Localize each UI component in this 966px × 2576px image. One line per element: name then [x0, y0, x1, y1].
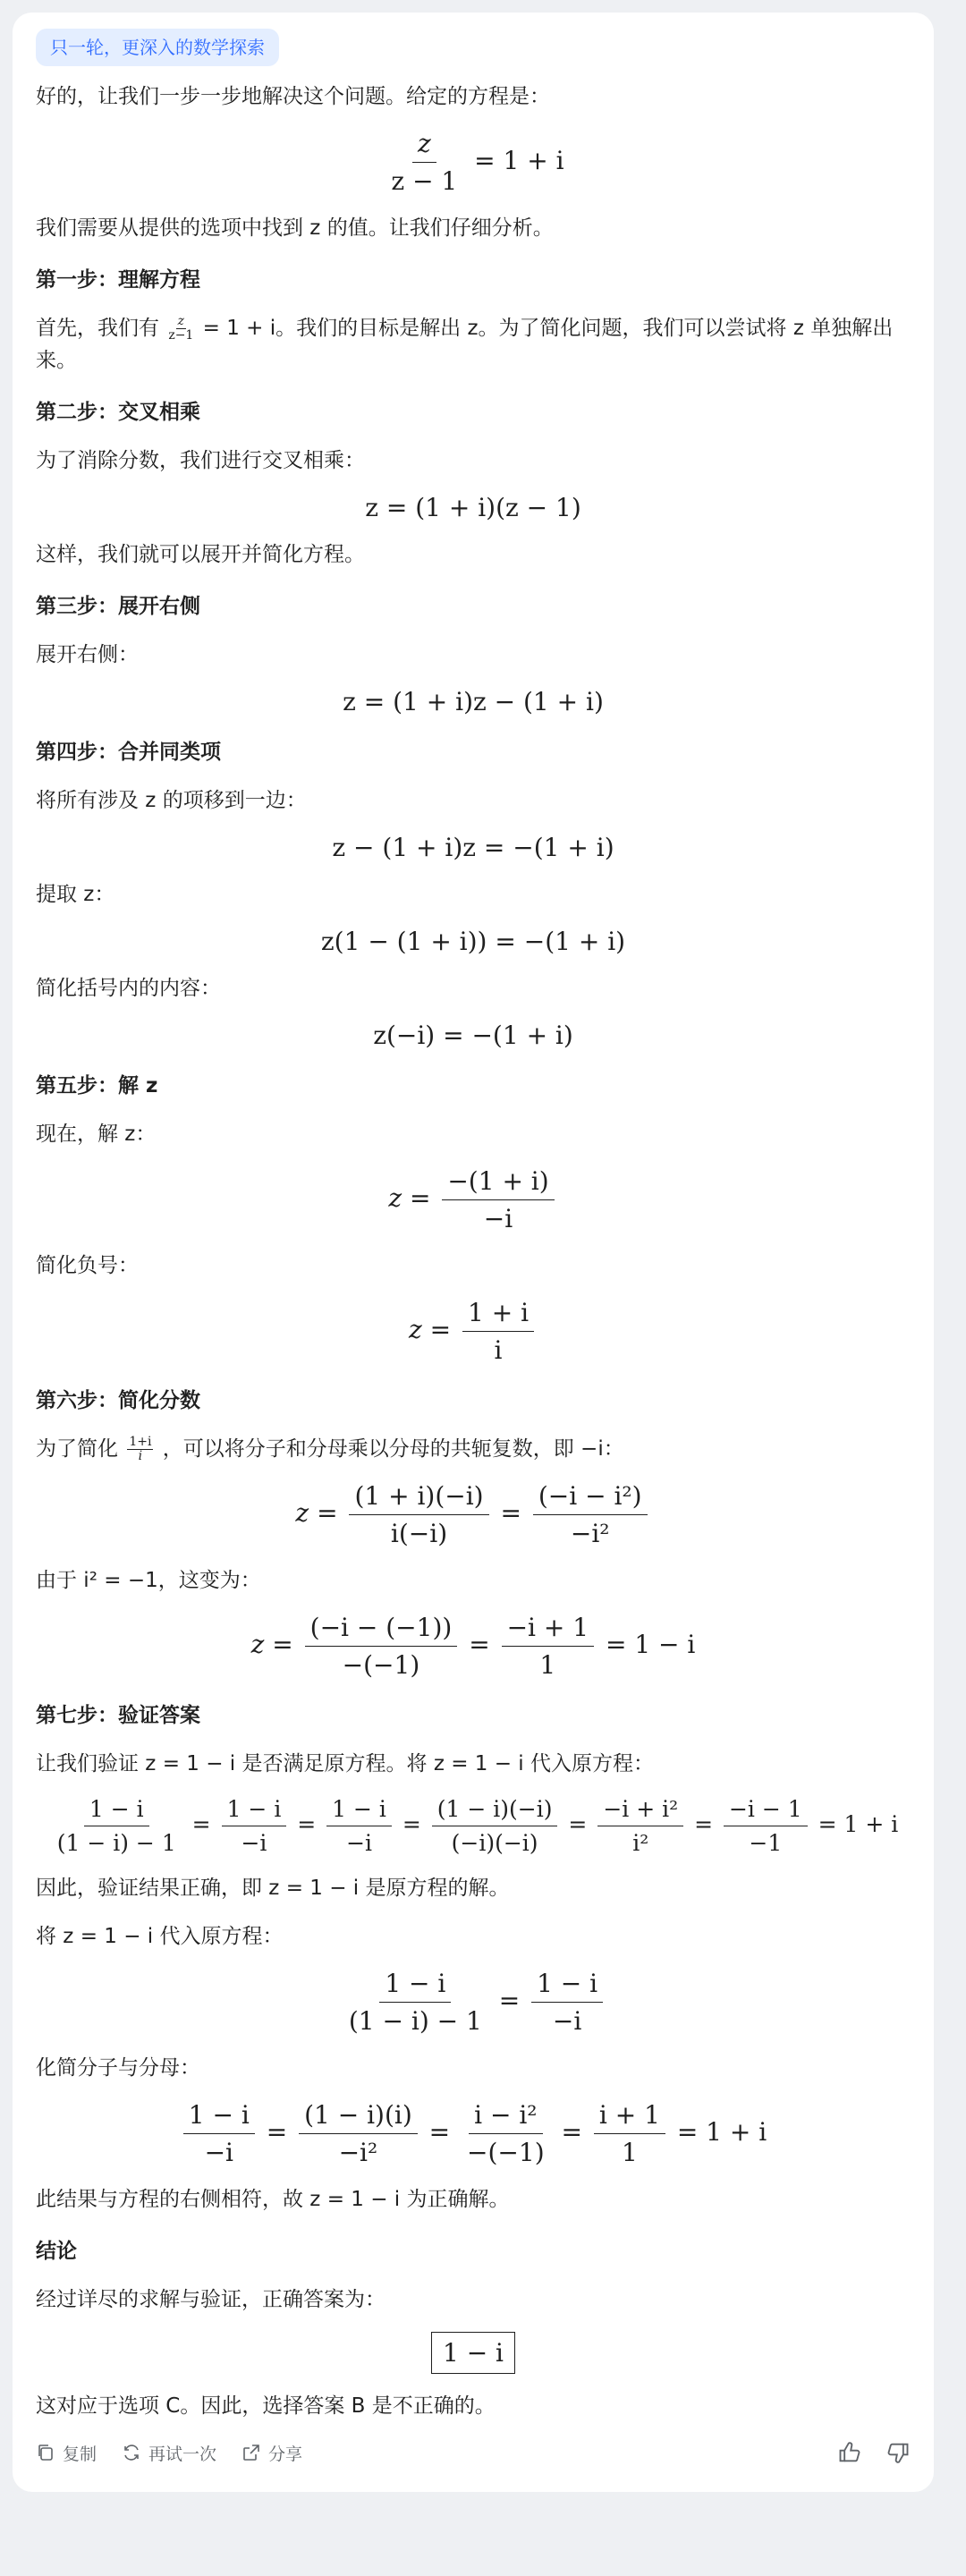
step6-eq1: z = $\frac{(1 + i)(-i)}{i(-i)}$ = $\frac{\text{(−i − i²)}}{\text{−i²}}$	[36, 1481, 911, 1548]
chain-fraction: $\frac{(1 - i)(i)}{\text{−i²}}$	[299, 2100, 418, 2167]
answer-box-wrap	[36, 2332, 911, 2374]
copy-button[interactable]: 复制	[36, 2441, 97, 2465]
step7-text4: 化简分子与分母：	[36, 2056, 200, 2080]
step6-text2: 由于 i² = −1，这变为：	[36, 1569, 261, 1592]
step1-title: 第一步：理解方程	[36, 268, 200, 292]
step7-text2: 因此，验证结果正确，即 z = 1 − i 是原方程的解。	[36, 1877, 510, 1900]
step5-text: 现在，解 z：	[36, 1123, 157, 1146]
step4-text2: 提取 z：	[36, 883, 115, 906]
step7-text3: 将 z = 1 − i 代入原方程：	[36, 1925, 284, 1948]
step7-text: 让我们验证 z = 1 − i 是否满足原方程。将 z = 1 − i 代入原方程：	[36, 1752, 655, 1775]
step4-eq2: z(1 − (1 + i)) = −(1 + i)	[320, 927, 626, 956]
step1-text: 首先，我们有 $\frac{z}{z-1}$ = 1 + i。我们的目标是解出 z。为了简化问题，我们可以尝试将 z 单独解出来。	[36, 314, 894, 372]
step5-text2: 简化负号：	[36, 1254, 139, 1277]
chain-fraction: $\frac{-i - 1}{-1}$	[724, 1796, 808, 1856]
step4-text: 将所有涉及 z 的项移到一边：	[36, 789, 307, 812]
step4-text3: 简化括号内的内容：	[36, 977, 221, 1000]
step7-chain: $\frac{1 - i}{(1 - i) - 1}$ = $\frac{1 - i}{-i}$ = $\frac{1 - i}{-i}$ = $\frac{(1 - i)(-i)}{(-i)(-i)}$ = $\frac{\text{−i + i²}}{\text{i²}}$ = $\frac{-i - 1}{-1}$ = 1 + i	[36, 1796, 911, 1856]
final-text: 这对应于选项 C。因此，选择答案 B 是不正确的。	[36, 2394, 496, 2418]
action-bar	[36, 2435, 911, 2470]
step3-eq: z = (1 + i)z − (1 + i)	[343, 687, 604, 716]
eq-given: $\frac{z}{z - 1}$ = 1 + i	[391, 129, 564, 196]
conclusion-text: 经过详尽的求解与验证，正确答案为：	[36, 2288, 386, 2311]
answer-box: 1 − i	[431, 2332, 515, 2374]
refresh-icon	[122, 2443, 141, 2462]
step4-title: 第四步：合并同类项	[36, 741, 221, 764]
step6-title: 第六步：简化分数	[36, 1389, 200, 1412]
copy-icon	[36, 2443, 55, 2462]
mode-tag[interactable]: 只一轮，更深入的数学探索	[36, 29, 279, 66]
chain-fraction: $\frac{\text{−i + i²}}{\text{i²}}$	[597, 1796, 683, 1856]
step5-eq1: z = $\frac{-(1 + i)}{-i}$	[36, 1166, 911, 1233]
step2-after: 这样，我们就可以展开并简化方程。	[36, 543, 365, 566]
chain-fraction: $\frac{\text{i − i²}}{-(-1)}$	[467, 2100, 545, 2167]
response-card	[13, 13, 934, 2492]
step4-eq3: z(−i) = −(1 + i)	[373, 1021, 573, 1050]
step7-text5: 此结果与方程的右侧相符，故 z = 1 − i 为正确解。	[36, 2188, 510, 2211]
chain-fraction: $\frac{1 - i}{(1 - i) - 1}$	[56, 1796, 176, 1856]
step5-eq2: z = $\frac{1 + i}{i}$	[36, 1298, 911, 1365]
step7-sub-eq: $\frac{1 - i}{(1 - i) - 1}$ = $\frac{1 - i}{-i}$	[36, 1969, 911, 2036]
step6-eq2: z = $\frac{(-i - (-1))}{-(-1)}$ = $\frac{-i + 1}{1}$ = 1 − i	[250, 1613, 696, 1680]
thumbs-up-icon[interactable]	[837, 2440, 862, 2465]
step7-chain2: $\frac{1 - i}{-i}$ = $\frac{(1 - i)(i)}{\text{−i²}}$ = $\frac{\text{i − i²}}{-(-1)}$ = $\frac{i + 1}{1}$ = 1 + i	[36, 2100, 911, 2167]
chain-fraction: $\frac{1 - i}{-i}$	[222, 1796, 287, 1856]
chain-fraction: $\frac{i + 1}{1}$	[594, 2100, 665, 2167]
retry-button[interactable]: 再试一次	[122, 2441, 216, 2465]
intro-text-2: 我们需要从提供的选项中找到 z 的值。让我们仔细分析。	[36, 216, 554, 240]
conclusion-title: 结论	[36, 2240, 77, 2263]
share-icon	[242, 2443, 261, 2462]
chain-fraction: $\frac{(1 - i)(-i)}{(-i)(-i)}$	[432, 1796, 558, 1856]
intro-text: 好的，让我们一步一步地解决这个问题。给定的方程是：	[36, 85, 550, 108]
share-button[interactable]: 分享	[242, 2441, 302, 2465]
step3-title: 第三步：展开右侧	[36, 595, 200, 618]
step2-eq: z = (1 + i)(z − 1)	[365, 493, 581, 522]
step2-title: 第二步：交叉相乘	[36, 401, 200, 424]
step3-text: 展开右侧：	[36, 643, 139, 666]
chain-fraction: $\frac{1 - i}{-i}$	[326, 1796, 392, 1856]
step7-title: 第七步：验证答案	[36, 1704, 200, 1727]
step6-text: 为了简化 $\frac{1+i}{i}$ ，可以将分子和分母乘以分母的共轭复数，即 −i：	[36, 1435, 624, 1463]
step2-text: 为了消除分数，我们进行交叉相乘：	[36, 449, 365, 472]
step5-title: 第五步：解 z	[36, 1074, 158, 1097]
thumbs-down-icon[interactable]	[886, 2440, 911, 2465]
chain-fraction: $\frac{1 - i}{-i}$	[183, 2100, 255, 2167]
step4-eq1: z − (1 + i)z = −(1 + i)	[332, 833, 614, 862]
